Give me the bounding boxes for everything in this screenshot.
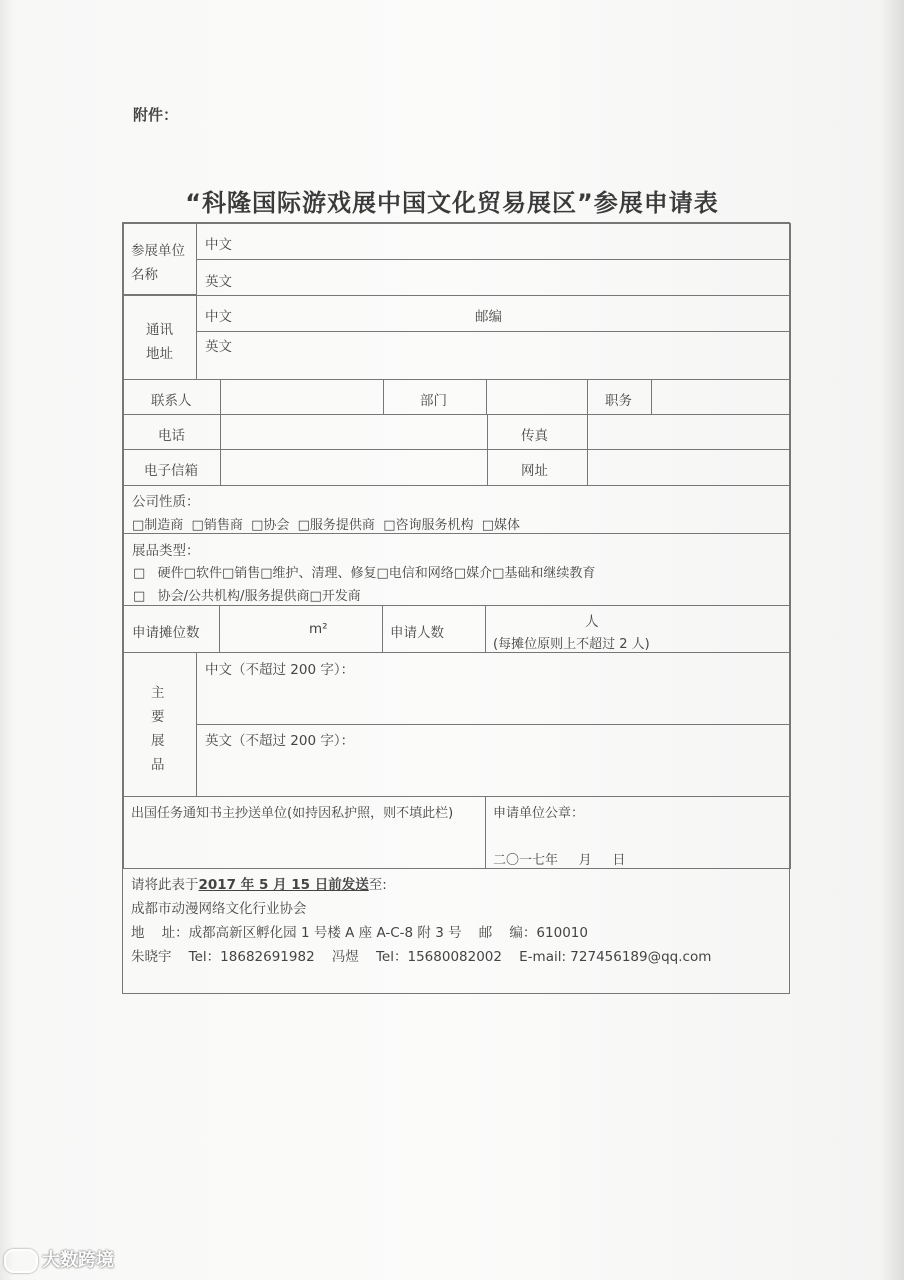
people-note: (每摊位原则上不超过 2 人) — [493, 637, 650, 652]
phone-field[interactable] — [220, 414, 488, 450]
people-count-label: 申请人数 — [390, 625, 444, 641]
exhibit-type-options-2[interactable]: □ 协会/公共机构/服务提供商□开发商 — [133, 589, 361, 604]
seal-label: 申请单位公章： — [493, 806, 585, 821]
unit-name-label-2: 名称 — [131, 267, 158, 283]
booth-count-field[interactable] — [219, 605, 383, 653]
unit-name-label-1: 参展单位 — [131, 243, 185, 259]
people-unit: 人 — [585, 614, 599, 630]
company-type-options[interactable]: □制造商 □销售商 □协会 □服务提供商 □咨询服务机构 □媒体 — [132, 518, 521, 533]
phone-label: 电话 — [158, 428, 185, 444]
position-label: 职务 — [605, 393, 632, 409]
main-exhibits-char-3: 展 — [151, 733, 165, 749]
booth-unit: m² — [309, 621, 328, 637]
watermark-text: 大数跨境 — [42, 1250, 114, 1271]
send-instruction — [131, 873, 387, 893]
send-suffix: 至: — [368, 877, 387, 893]
contact-field[interactable] — [220, 379, 384, 415]
fax-label: 传真 — [521, 428, 548, 444]
website-label: 网址 — [521, 463, 548, 479]
main-exhibits-en-label: 英文（不超过 200 字）： — [205, 733, 355, 749]
organization-name: 成都市动漫网络文化行业协会 — [131, 901, 307, 917]
address-en-label: 英文 — [205, 339, 232, 355]
unit-name-en-field[interactable] — [196, 259, 791, 296]
exhibit-type-options-1[interactable]: □ 硬件□软件□销售□维护、清理、修复□电信和网络□媒介□基础和继续教育 — [133, 566, 596, 581]
email-field[interactable] — [220, 449, 488, 486]
unit-name-cn-label: 中文 — [205, 237, 232, 253]
unit-name-cn-field[interactable] — [196, 223, 791, 260]
watermark — [4, 1246, 114, 1273]
main-exhibits-cn-label: 中文（不超过 200 字）： — [205, 662, 355, 678]
position-field[interactable] — [651, 379, 791, 415]
email-label: 电子信箱 — [144, 463, 198, 479]
company-type-label: 公司性质： — [132, 494, 200, 510]
main-exhibits-char-2: 要 — [151, 709, 165, 725]
date-line: 二〇一七年 月 日 — [493, 853, 626, 868]
organization-address: 地 址：成都高新区孵化园 1 号楼 A 座 A-C-8 附 3 号 邮 编：610010 — [131, 925, 588, 941]
booth-count-label: 申请摊位数 — [132, 625, 200, 641]
address-label-2: 地址 — [146, 346, 173, 362]
send-prefix: 请将此表于 — [131, 877, 199, 893]
application-form — [122, 222, 790, 994]
exhibit-type-label: 展品类型： — [132, 543, 200, 559]
address-en-field[interactable] — [196, 331, 791, 380]
department-label: 部门 — [420, 393, 447, 409]
cc-unit-label: 出国任务通知书主抄送单位(如持因私护照，则不填此栏) — [131, 806, 454, 821]
unit-name-label-cell — [123, 223, 197, 295]
fax-field[interactable] — [587, 414, 791, 450]
contact-details: 朱晓宇 Tel：18682691982 冯煜 Tel：15680082002 E-mail: 727456189@qq.com — [131, 949, 712, 965]
main-exhibits-char-1: 主 — [151, 685, 165, 701]
attachment-label: 附件： — [133, 106, 179, 124]
department-field[interactable] — [486, 379, 588, 415]
send-deadline: 2017 年 5 月 15 日前发送 — [198, 877, 369, 893]
website-field[interactable] — [587, 449, 791, 486]
postcode-label: 邮编 — [475, 309, 502, 325]
address-cn-label: 中文 — [205, 309, 232, 325]
main-exhibits-char-4: 品 — [151, 757, 165, 773]
form-title: “科隆国际游戏展中国文化贸易展区”参展申请表 — [185, 189, 719, 217]
unit-name-en-label: 英文 — [205, 274, 232, 290]
address-label-1: 通讯 — [146, 322, 173, 338]
contact-label: 联系人 — [151, 393, 192, 409]
watermark-logo-icon — [4, 1249, 38, 1273]
